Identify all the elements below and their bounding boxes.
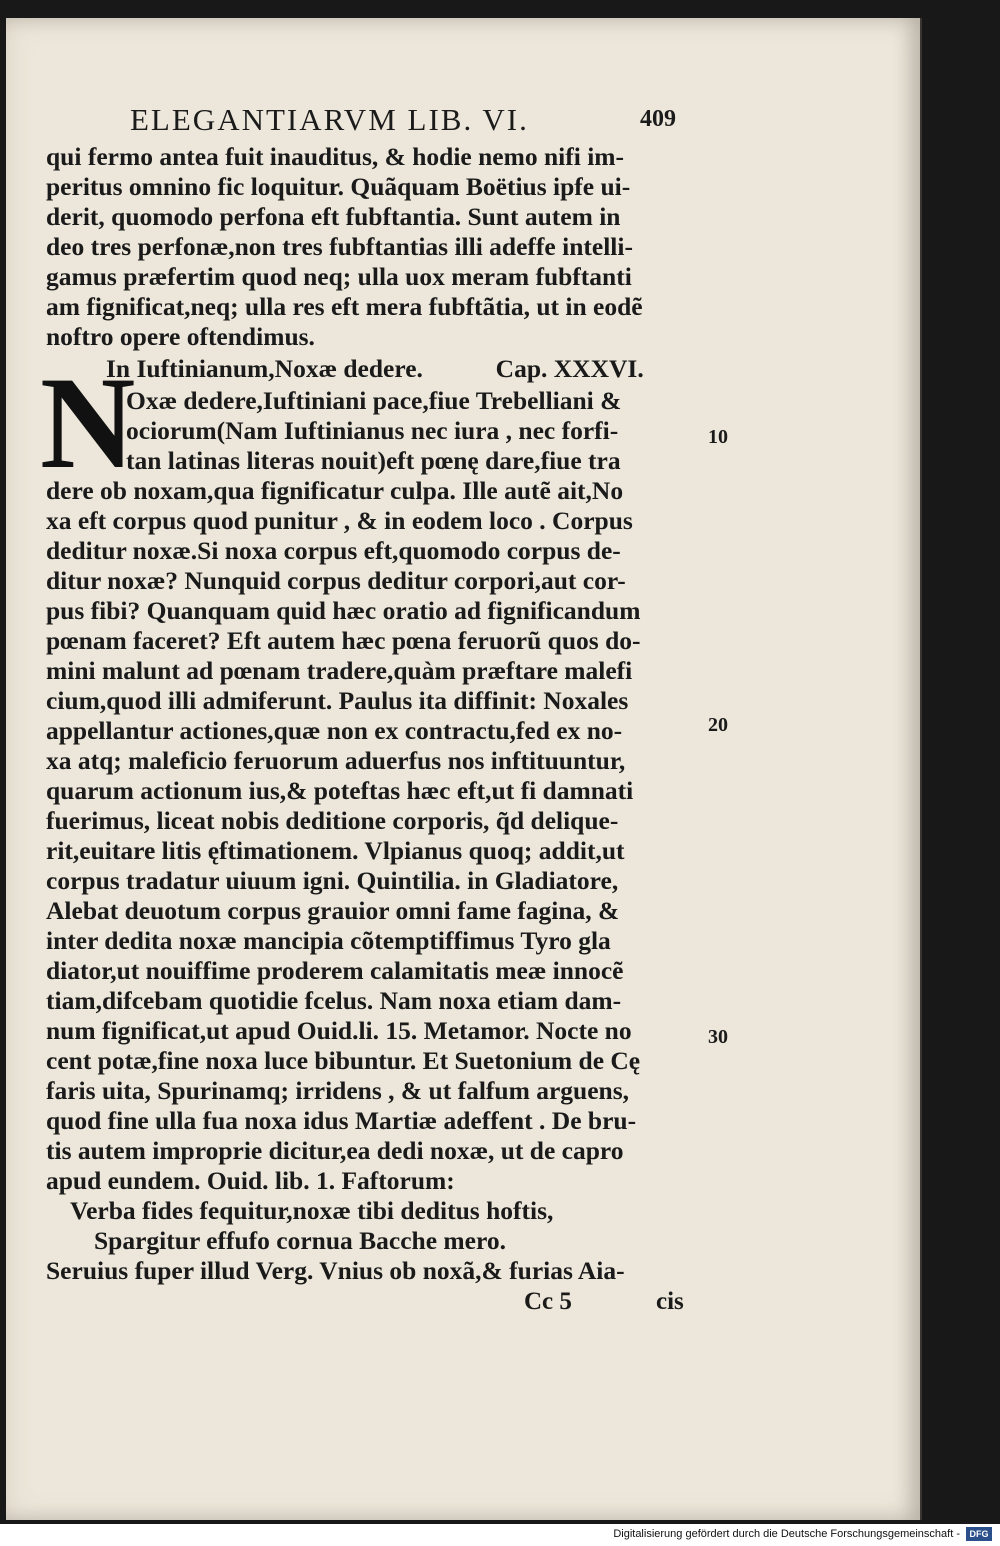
text-line: fuerimus, liceat nobis deditione corporis, q̃d delique- [46,806,619,835]
text-line: inter dedita noxæ mancipia cõtemptiffimus Tyro gla [46,926,611,955]
margin-line-number: 10 [708,426,728,448]
text-line: xa eft corpus quod punitur , & in eodem loco . Corpus [46,506,633,535]
text-line: Oxæ dedere,Iuftiniani pace,fiue Trebelliani & [126,386,622,415]
text-line: diator,ut nouiffime proderem calamitatis meæ innocẽ [46,956,624,985]
catchword: cis [656,1288,684,1315]
text-line: Alebat deuotum corpus grauior omni fame fagina, & [46,896,620,925]
text-line: tan latinas literas nouit)eft pœnę dare,fiue tra [126,446,621,475]
text-line: cent potæ,fine noxa luce bibuntur. Et Suetonium de Cę [46,1046,641,1075]
margin-line-number: 30 [708,1026,728,1048]
text-line: pœnam faceret? Eft autem hæc pœna feruorũ quos do- [46,626,641,655]
drop-cap: N [40,349,136,496]
text-line: pus fibi? Quanquam quid hæc oratio ad fignificandum [46,596,641,625]
text-line: deo tres perfonæ,non tres fubftantias illi adeffe intelli- [46,232,633,261]
verse-line: Verba fides fequitur,noxæ tibi deditus hoftis, [70,1196,554,1225]
text-line: quod fine ulla fua noxa idus Martiæ adeffent . De bru- [46,1106,637,1135]
text-line: dere ob noxam,qua fignificatur culpa. Ille autẽ ait,No [46,476,624,505]
text-line: corpus tradatur uiuum igni. Quintilia. in Gladiatore, [46,866,619,895]
margin-line-number: 20 [708,714,728,736]
text-line: am fignificat,neq; ulla res eft mera fubftãtia, ut in eodẽ [46,292,643,321]
text-line: faris uita, Spurinamq; irridens , & ut falfum arguens, [46,1076,629,1105]
running-head: ELEGANTIARVM LIB. VI. [130,102,529,137]
text-line: quarum actionum ius,& poteftas hæc eft,ut fi damnati [46,776,634,805]
text-line: deditur noxæ.Si noxa corpus eft,quomodo corpus de- [46,536,621,565]
text-line: tiam,difcebam quotidie fcelus. Nam noxa etiam dam- [46,986,622,1015]
signature-mark: Cc 5 [524,1288,572,1315]
text-line: peritus omnino fic loquitur. Quãquam Boëtius ipfe ui- [46,172,631,201]
text-line: ditur noxæ? Nunquid corpus deditur corpori,aut cor- [46,566,626,595]
text-line: appellantur actiones,quæ non ex contractu,fed ex no- [46,716,623,745]
text-line: num fignificat,ut apud Ouid.li. 15. Metamor. Nocte no [46,1016,632,1045]
text-line: noftro opere oftendimus. [46,322,315,351]
text-line: mini malunt ad pœnam tradere,quàm præftare malefi [46,656,633,685]
text-line: Seruius fuper illud Verg. Vnius ob noxã,& furias Aia- [46,1256,625,1285]
dfg-logo-icon: DFG [966,1527,992,1541]
text-line: rit,euitare litis ęftimationem. Vlpianus quoq; addit,ut [46,836,625,865]
chapter-heading [106,354,710,383]
text-line: derit, quomodo perfona eft fubftantia. Sunt autem in [46,202,621,231]
text-line: cium,quod illi admiferunt. Paulus ita diffinit: Noxales [46,686,629,715]
chapter-title: In Iuftinianum,Noxæ dedere. [106,354,423,383]
text-line: gamus præfertim quod neq; ulla uox meram fubftanti [46,262,632,291]
verse-line: Spargitur effufo cornua Bacche mero. [94,1226,506,1255]
text-line: qui fermo antea fuit inauditus, & hodie nemo nifi im- [46,142,625,171]
text-line: tis autem improprie dicitur,ea dedi noxæ, ut de capro [46,1136,624,1165]
text-line: xa atq; maleficio feruorum aduerfus nos inftituuntur, [46,746,626,775]
funding-credit: Digitalisierung gefördert durch die Deutsche Forschungsgemeinschaft - [613,1528,960,1540]
chapter-number: Cap. XXXVI. [495,354,644,383]
folio-number: 409 [640,106,676,132]
text-line: apud eundem. Ouid. lib. 1. Faftorum: [46,1166,455,1195]
text-line: ociorum(Nam Iuftinianus nec iura , nec forfi- [126,416,619,445]
